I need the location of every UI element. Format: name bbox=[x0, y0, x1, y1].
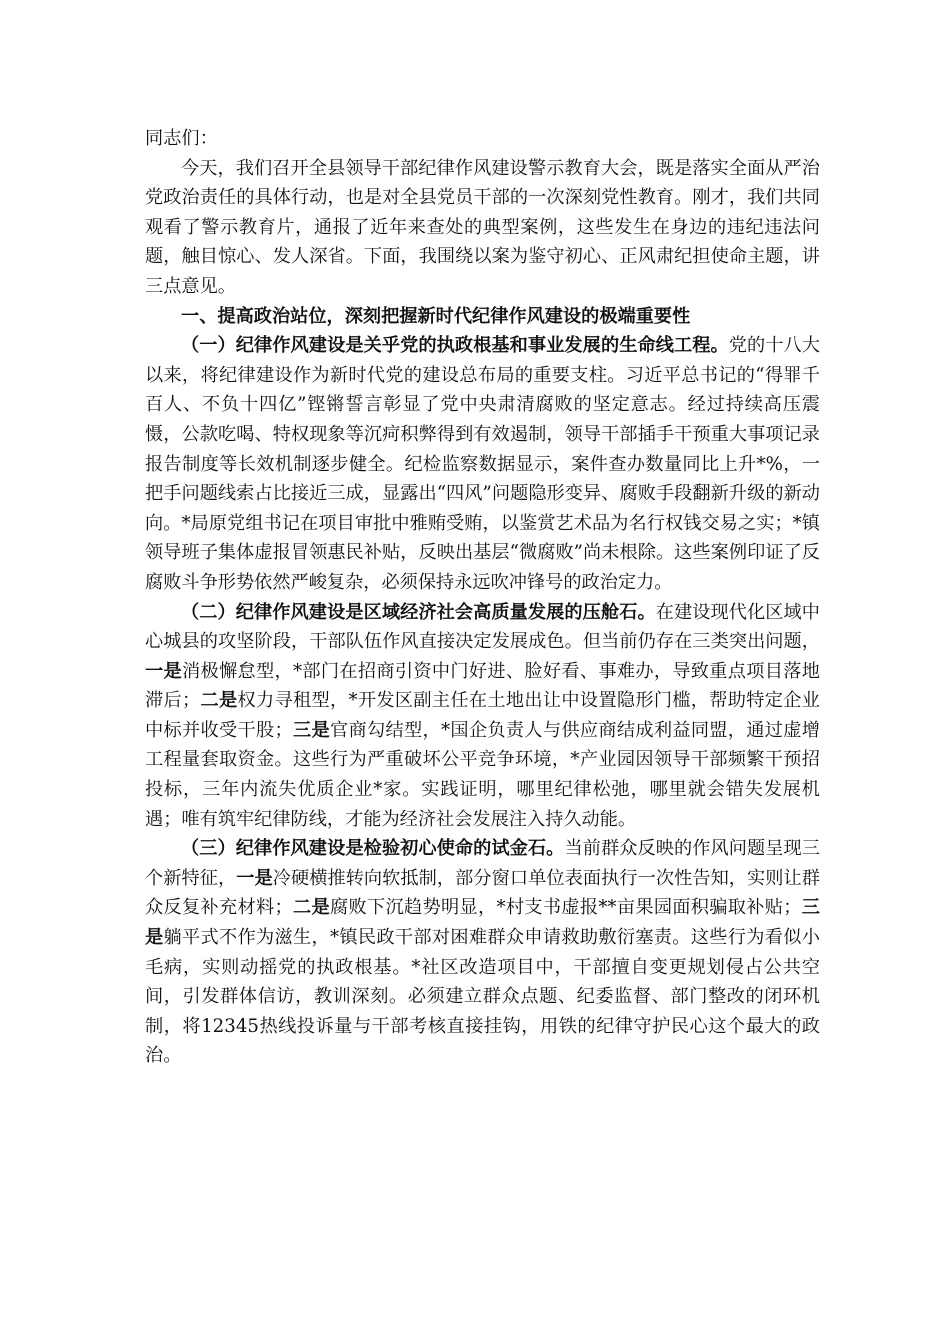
paragraph-3-keyword: 一是 bbox=[236, 867, 273, 889]
paragraph-3-lead: （三）纪律作风建设是检验初心使命的试金石。 bbox=[181, 838, 565, 860]
paragraph-1-body: 党的十八大以来，将纪律建设作为新时代党的建设总布局的重要支柱。习近平总书记的“得罪千百人、不负十四亿”铿锵誓言彰显了党中央肃清腐败的坚定意志。经过持续高压震慑，公款吃喝、特权现象等沉疴积弊得到有效遏制，领导干部插手干预重大事项记录报告制度等长效机制逐步健全。纪检监察数据显示，案件查办数量同比上升*%，一把手问题线索占比接近三成，显露出“四风”问题隐形变异、腐败手段翻新升级的新动向。*局原党组书记在项目审批中雅贿受贿，以鉴赏艺术品为名行权钱交易之实；*镇领导班子集体虚报冒领惠民补贴，反映出基层“微腐败”尚未根除。这些案例印证了反腐败斗争形势依然严峻复杂，必须保持永远吹冲锋号的政治定力。 bbox=[145, 335, 820, 593]
paragraph-3-keyword: 二是 bbox=[292, 897, 330, 919]
paragraph-2-keyword: 一是 bbox=[145, 660, 182, 682]
document-page bbox=[145, 124, 820, 1071]
paragraph-1 bbox=[145, 331, 820, 597]
paragraph-2-text: 官商勾结型，*国企负责人与供应商结成利益同盟，通过虚增工程量套取资金。这些行为严重破坏公平竞争环境，*产业园因领导干部频繁干预招投标，三年内流失优质企业*家。实践证明，哪里纪律松弛，哪里就会错失发展机遇；唯有筑牢纪律防线，才能为经济社会发展注入持久动能。 bbox=[145, 719, 820, 830]
greeting: 同志们： bbox=[145, 128, 218, 149]
paragraph-3-text: 当前群众反映的作风问题呈现三个新特征， bbox=[145, 838, 820, 889]
paragraph-3-text: 冷硬横推转向软抵制，部分窗口单位表面执行一次性告知，实则让群众反复补充材料； bbox=[145, 867, 820, 919]
paragraph-2-text: 消极懈怠型，*部门在招商引资中门好进、脸好看、事难办，导致重点项目落地滞后； bbox=[145, 660, 820, 712]
paragraph-2-text: 权力寻租型，*开发区副主任在土地出让中设置隐形门槛，帮助特定企业中标并收受干股； bbox=[145, 690, 820, 741]
paragraph-2-keyword: 二是 bbox=[200, 690, 238, 712]
section-1-heading: 一、提高政治站位，深刻把握新时代纪律作风建设的极端重要性 bbox=[181, 305, 691, 327]
paragraph-3 bbox=[145, 834, 820, 1071]
paragraph-1-lead: （一）纪律作风建设是关乎党的执政根基和事业发展的生命线工程。 bbox=[181, 335, 729, 357]
paragraph-2-text: 在建设现代化区域中心城县的攻坚阶段，干部队伍作风直接决定发展成色。但当前仍存在三类突出问题， bbox=[145, 601, 820, 653]
intro-paragraph: 今天，我们召开全县领导干部纪律作风建设警示教育大会，既是落实全面从严治党政治责任的具体行动，也是对全县党员干部的一次深刻党性教育。刚才，我们共同观看了警示教育片，通报了近年来查处的典型案例，这些发生在身边的违纪违法问题，触目惊心、发人深省。下面，我围绕以案为鉴守初心、正风肃纪担使命主题，讲三点意见。 bbox=[145, 157, 820, 297]
paragraph-2 bbox=[145, 598, 820, 835]
paragraph-3-keyword: 三是 bbox=[145, 897, 820, 949]
paragraph-3-text: 腐败下沉趋势明显，*村支书虚报**亩果园面积骗取补贴； bbox=[329, 897, 802, 919]
paragraph-2-keyword: 三是 bbox=[292, 719, 330, 741]
paragraph-3-text: 躺平式不作为滋生，*镇民政干部对困难群众申请救助敷衍塞责。这些行为看似小毛病，实则动摇党的执政根基。*社区改造项目中，干部擅自变更规划侵占公共空间，引发群体信访，教训深刻。必须建立群众点题、纪委监督、部门整改的闭环机制，将12345热线投诉量与干部考核直接挂钩，用铁的纪律守护民心这个最大的政治。 bbox=[145, 927, 820, 1067]
paragraph-2-lead: （二）纪律作风建设是区域经济社会高质量发展的压舱石。 bbox=[181, 601, 656, 623]
